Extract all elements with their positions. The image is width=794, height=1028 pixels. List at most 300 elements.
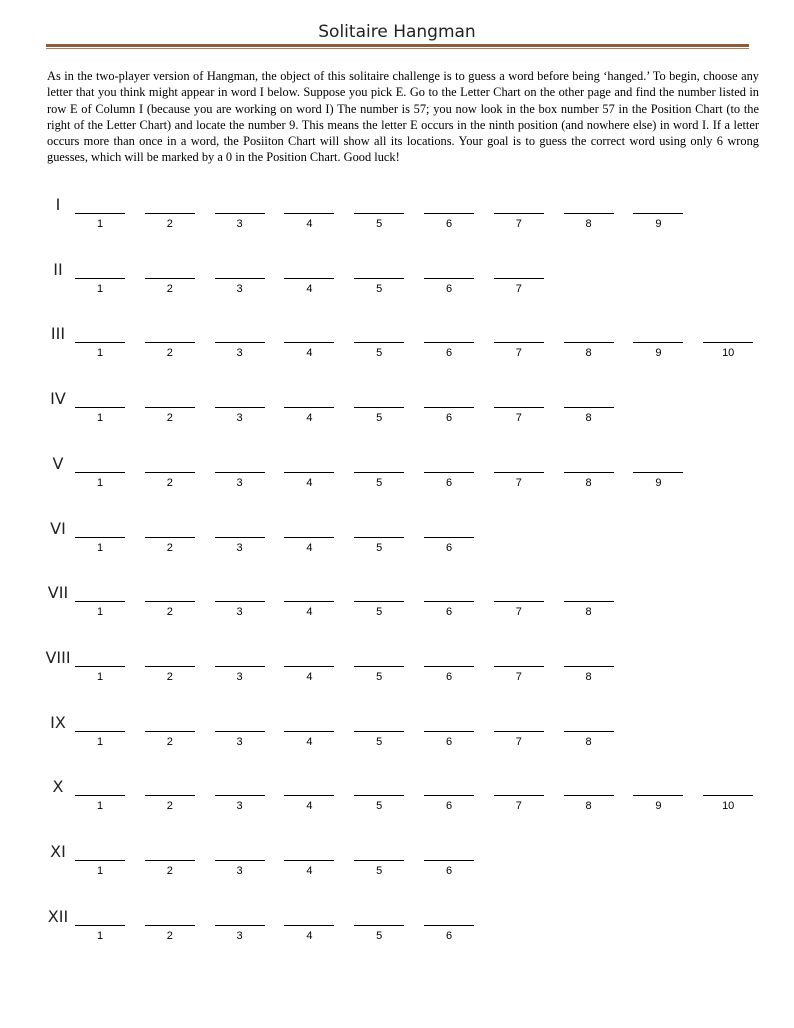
- letter-slot[interactable]: [145, 195, 195, 235]
- letter-slot[interactable]: [284, 519, 334, 559]
- letter-blank-line: [145, 213, 195, 214]
- letter-blank-line: [284, 342, 334, 343]
- letter-slot[interactable]: [424, 195, 474, 235]
- letter-slot[interactable]: [494, 260, 544, 300]
- letter-slot[interactable]: [424, 260, 474, 300]
- position-number: 4: [306, 541, 313, 554]
- word-label: IX: [50, 712, 66, 732]
- letter-slot[interactable]: [494, 454, 544, 494]
- position-number: 3: [236, 606, 243, 619]
- letter-slot[interactable]: [564, 389, 614, 429]
- letter-slot[interactable]: [215, 454, 265, 494]
- word-row: [0, 454, 794, 504]
- word-row: [0, 195, 794, 245]
- letter-blank-line: [494, 407, 544, 408]
- letter-slot[interactable]: [703, 324, 753, 364]
- letter-slot[interactable]: [284, 324, 334, 364]
- word-label: V: [52, 453, 64, 473]
- letter-slot[interactable]: [354, 583, 404, 623]
- position-number: 4: [306, 670, 313, 683]
- position-number: 3: [236, 929, 243, 942]
- letter-blank-line: [564, 795, 614, 796]
- position-number: 5: [376, 800, 383, 813]
- letter-slot[interactable]: [75, 842, 125, 882]
- letter-slot[interactable]: [354, 777, 404, 817]
- position-number: 7: [515, 476, 522, 489]
- letter-blank-line: [215, 795, 265, 796]
- letter-slot[interactable]: [145, 842, 195, 882]
- word-label: X: [52, 777, 64, 797]
- letter-blank-line: [354, 472, 404, 473]
- position-number: 3: [236, 412, 243, 425]
- letter-blank-line: [284, 666, 334, 667]
- position-number: 1: [96, 670, 104, 683]
- position-number: 8: [585, 412, 592, 425]
- position-number: 6: [445, 670, 453, 683]
- letter-blank-line: [145, 342, 195, 343]
- letter-blank-line: [494, 795, 544, 796]
- position-number: 6: [445, 865, 453, 877]
- position-number: 1: [96, 218, 104, 230]
- letter-blank-line: [145, 601, 195, 602]
- position-number: 7: [515, 282, 522, 295]
- position-number: 2: [166, 412, 173, 425]
- position-number: 2: [166, 606, 173, 619]
- word-row: [0, 519, 794, 569]
- word-label: II: [53, 259, 63, 279]
- letter-slot[interactable]: [564, 777, 614, 817]
- letter-blank-line: [354, 860, 404, 861]
- letter-blank-line: [354, 666, 404, 667]
- letter-blank-line: [75, 537, 125, 538]
- letter-blank-line: [564, 342, 614, 343]
- position-number: 8: [585, 735, 592, 748]
- letter-slot[interactable]: [424, 454, 474, 494]
- letter-blank-line: [633, 795, 683, 796]
- word-label: XI: [50, 842, 66, 861]
- position-number: 2: [166, 218, 173, 230]
- letter-slot[interactable]: [75, 648, 125, 688]
- position-number: 7: [515, 670, 522, 683]
- position-number: 8: [585, 800, 592, 813]
- letter-slot[interactable]: [145, 777, 195, 817]
- letter-slot[interactable]: [354, 519, 404, 559]
- letter-blank-line: [494, 666, 544, 667]
- position-number: 4: [306, 347, 313, 360]
- letter-blank-line: [215, 407, 265, 408]
- letter-blank-line: [284, 925, 334, 926]
- letter-slot[interactable]: [215, 389, 265, 429]
- position-number: 1: [96, 929, 104, 942]
- letter-blank-line: [75, 731, 125, 732]
- letter-blank-line: [284, 407, 334, 408]
- letter-blank-line: [354, 925, 404, 926]
- position-number: 1: [96, 412, 104, 425]
- word-label: VII: [47, 583, 69, 603]
- position-number: 1: [96, 476, 104, 489]
- letter-blank-line: [633, 342, 683, 343]
- position-number: 6: [445, 800, 453, 813]
- position-number: 6: [445, 347, 453, 360]
- letter-slot[interactable]: [564, 454, 614, 494]
- letter-blank-line: [215, 601, 265, 602]
- letter-slot[interactable]: [215, 583, 265, 623]
- position-number: 3: [236, 865, 243, 877]
- letter-slot[interactable]: [424, 842, 474, 882]
- position-number: 1: [96, 865, 104, 877]
- position-number: 5: [376, 476, 383, 489]
- letter-slot[interactable]: [633, 195, 683, 235]
- letter-blank-line: [284, 537, 334, 538]
- position-number: 3: [236, 541, 243, 554]
- letter-slot[interactable]: [215, 519, 265, 559]
- letter-slot[interactable]: [424, 777, 474, 817]
- letter-blank-line: [494, 601, 544, 602]
- position-number: 7: [515, 800, 522, 813]
- position-number: 7: [515, 347, 522, 360]
- letter-slot[interactable]: [633, 454, 683, 494]
- position-number: 6: [445, 218, 453, 230]
- word-row: [0, 389, 794, 439]
- letter-blank-line: [215, 278, 265, 279]
- position-number: 7: [515, 735, 522, 748]
- position-number: 4: [306, 800, 313, 813]
- letter-slot[interactable]: [354, 713, 404, 753]
- letter-blank-line: [424, 731, 474, 732]
- position-number: 2: [166, 476, 173, 489]
- letter-slot[interactable]: [145, 648, 195, 688]
- position-number: 9: [655, 218, 662, 230]
- letter-slot[interactable]: [703, 777, 753, 817]
- word-row: [0, 648, 794, 698]
- title-divider: [46, 44, 749, 50]
- letter-slot[interactable]: [75, 583, 125, 623]
- letter-blank-line: [284, 213, 334, 214]
- letter-slot[interactable]: [215, 195, 265, 235]
- letter-blank-line: [215, 731, 265, 732]
- letter-slot[interactable]: [354, 907, 404, 947]
- letter-slot[interactable]: [145, 324, 195, 364]
- position-number: 2: [166, 282, 173, 295]
- letter-slot[interactable]: [75, 260, 125, 300]
- letter-slot[interactable]: [424, 519, 474, 559]
- letter-blank-line: [145, 795, 195, 796]
- letter-slot[interactable]: [284, 907, 334, 947]
- letter-blank-line: [75, 472, 125, 473]
- position-number: 3: [236, 282, 243, 295]
- letter-slot[interactable]: [215, 713, 265, 753]
- letter-blank-line: [284, 731, 334, 732]
- letter-slot[interactable]: [354, 648, 404, 688]
- letter-blank-line: [75, 601, 125, 602]
- position-number: 4: [306, 929, 313, 942]
- letter-slot[interactable]: [284, 842, 334, 882]
- letter-slot[interactable]: [564, 713, 614, 753]
- letter-slot[interactable]: [633, 324, 683, 364]
- letter-blank-line: [424, 795, 474, 796]
- word-row: [0, 260, 794, 310]
- position-number: 5: [376, 218, 383, 230]
- word-row: [0, 842, 794, 892]
- position-number: 2: [166, 735, 173, 748]
- letter-blank-line: [215, 537, 265, 538]
- position-number: 4: [306, 218, 313, 230]
- letter-slot[interactable]: [494, 648, 544, 688]
- letter-blank-line: [354, 795, 404, 796]
- position-number: 1: [96, 735, 104, 748]
- letter-slot[interactable]: [75, 324, 125, 364]
- word-row: [0, 324, 794, 374]
- position-number: 1: [96, 282, 104, 295]
- letter-blank-line: [354, 342, 404, 343]
- word-label: XII: [47, 906, 69, 926]
- position-number: 8: [585, 218, 592, 230]
- letter-blank-line: [354, 407, 404, 408]
- position-number: 2: [166, 347, 173, 360]
- letter-blank-line: [354, 537, 404, 538]
- letter-slot[interactable]: [564, 583, 614, 623]
- letter-blank-line: [424, 472, 474, 473]
- letter-blank-line: [215, 925, 265, 926]
- letter-slot[interactable]: [354, 389, 404, 429]
- letter-slot[interactable]: [424, 648, 474, 688]
- position-number: 6: [445, 929, 453, 942]
- position-number: 7: [515, 412, 522, 425]
- letter-blank-line: [424, 213, 474, 214]
- letter-slot[interactable]: [494, 777, 544, 817]
- letter-blank-line: [703, 795, 753, 796]
- letter-slot[interactable]: [75, 454, 125, 494]
- letter-blank-line: [145, 278, 195, 279]
- position-number: 3: [236, 476, 243, 489]
- letter-blank-line: [564, 472, 614, 473]
- letter-slot[interactable]: [75, 195, 125, 235]
- letter-slot[interactable]: [145, 389, 195, 429]
- position-number: 6: [445, 282, 453, 295]
- letter-blank-line: [494, 213, 544, 214]
- position-number: 1: [96, 347, 104, 360]
- letter-slot[interactable]: [215, 648, 265, 688]
- letter-slot[interactable]: [75, 389, 125, 429]
- position-number: 5: [376, 865, 383, 877]
- letter-blank-line: [75, 666, 125, 667]
- letter-slot[interactable]: [284, 260, 334, 300]
- letter-blank-line: [284, 795, 334, 796]
- position-number: 2: [166, 929, 173, 942]
- position-number: 2: [166, 670, 173, 683]
- word-row: [0, 907, 794, 957]
- position-number: 4: [306, 735, 313, 748]
- word-label: VIII: [45, 647, 71, 667]
- letter-blank-line: [215, 213, 265, 214]
- position-number: 2: [166, 800, 173, 813]
- position-number: 7: [515, 606, 522, 619]
- letter-blank-line: [494, 278, 544, 279]
- letter-slot[interactable]: [145, 907, 195, 947]
- letter-blank-line: [424, 537, 474, 538]
- letter-blank-line: [215, 342, 265, 343]
- letter-blank-line: [424, 407, 474, 408]
- letter-blank-line: [75, 213, 125, 214]
- position-number: 5: [376, 541, 383, 554]
- letter-blank-line: [424, 601, 474, 602]
- position-number: 1: [96, 541, 104, 554]
- position-number: 5: [376, 412, 383, 425]
- letter-slot[interactable]: [75, 777, 125, 817]
- letter-slot[interactable]: [215, 842, 265, 882]
- letter-blank-line: [284, 472, 334, 473]
- letter-slot[interactable]: [75, 519, 125, 559]
- letter-slot[interactable]: [424, 389, 474, 429]
- letter-slot[interactable]: [494, 324, 544, 364]
- letter-slot[interactable]: [145, 260, 195, 300]
- letter-slot[interactable]: [494, 583, 544, 623]
- letter-blank-line: [75, 407, 125, 408]
- position-number: 5: [376, 282, 383, 295]
- position-number: 4: [306, 606, 313, 619]
- position-number: 4: [306, 476, 313, 489]
- position-number: 3: [236, 670, 243, 683]
- letter-slot[interactable]: [75, 713, 125, 753]
- position-number: 8: [585, 347, 592, 360]
- letter-slot[interactable]: [494, 389, 544, 429]
- letter-slot[interactable]: [424, 713, 474, 753]
- letter-blank-line: [354, 601, 404, 602]
- position-number: 2: [166, 865, 173, 877]
- position-number: 3: [236, 218, 243, 230]
- letter-blank-line: [494, 731, 544, 732]
- letter-slot[interactable]: [215, 777, 265, 817]
- letter-slot[interactable]: [284, 454, 334, 494]
- letter-slot[interactable]: [354, 260, 404, 300]
- letter-blank-line: [145, 472, 195, 473]
- letter-blank-line: [284, 860, 334, 861]
- letter-blank-line: [145, 407, 195, 408]
- letter-slot[interactable]: [494, 195, 544, 235]
- position-number: 6: [445, 476, 453, 489]
- position-number: 1: [96, 800, 104, 813]
- position-number: 6: [445, 606, 453, 619]
- position-number: 9: [655, 476, 662, 489]
- letter-slot[interactable]: [284, 713, 334, 753]
- letter-blank-line: [564, 601, 614, 602]
- position-number: 10: [722, 347, 735, 360]
- position-number: 8: [585, 476, 592, 489]
- position-number: 9: [655, 800, 662, 813]
- letter-blank-line: [75, 278, 125, 279]
- letter-blank-line: [633, 472, 683, 473]
- letter-slot[interactable]: [284, 777, 334, 817]
- position-number: 9: [655, 347, 662, 360]
- letter-blank-line: [145, 860, 195, 861]
- position-number: 5: [376, 606, 383, 619]
- letter-slot[interactable]: [215, 260, 265, 300]
- letter-slot[interactable]: [75, 907, 125, 947]
- letter-slot[interactable]: [284, 389, 334, 429]
- letter-slot[interactable]: [215, 324, 265, 364]
- word-label: VI: [50, 518, 66, 538]
- letter-blank-line: [75, 925, 125, 926]
- letter-slot[interactable]: [564, 324, 614, 364]
- position-number: 1: [96, 606, 104, 619]
- position-number: 6: [445, 735, 453, 748]
- letter-slot[interactable]: [424, 583, 474, 623]
- letter-blank-line: [703, 342, 753, 343]
- letter-blank-line: [424, 860, 474, 861]
- letter-slot[interactable]: [145, 519, 195, 559]
- letter-blank-line: [424, 278, 474, 279]
- letter-blank-line: [75, 795, 125, 796]
- letter-blank-line: [494, 342, 544, 343]
- position-number: 3: [236, 347, 243, 360]
- letter-slot[interactable]: [354, 324, 404, 364]
- page-title: Solitaire Hangman: [318, 22, 476, 42]
- letter-slot[interactable]: [284, 583, 334, 623]
- word-label: I: [55, 195, 61, 214]
- letter-blank-line: [354, 213, 404, 214]
- position-number: 8: [585, 606, 592, 619]
- letter-blank-line: [354, 278, 404, 279]
- letter-slot[interactable]: [145, 454, 195, 494]
- letter-blank-line: [284, 601, 334, 602]
- position-number: 5: [376, 347, 383, 360]
- letter-blank-line: [494, 472, 544, 473]
- word-row: [0, 777, 794, 827]
- letter-blank-line: [75, 860, 125, 861]
- letter-slot[interactable]: [424, 324, 474, 364]
- position-number: 4: [306, 412, 313, 425]
- letter-blank-line: [424, 666, 474, 667]
- position-number: 10: [722, 800, 735, 813]
- letter-slot[interactable]: [284, 648, 334, 688]
- letter-blank-line: [284, 278, 334, 279]
- letter-slot[interactable]: [424, 907, 474, 947]
- letter-blank-line: [215, 472, 265, 473]
- letter-slot[interactable]: [633, 777, 683, 817]
- letter-blank-line: [564, 731, 614, 732]
- position-number: 5: [376, 735, 383, 748]
- word-label: III: [50, 324, 66, 344]
- letter-slot[interactable]: [354, 195, 404, 235]
- letter-slot[interactable]: [564, 648, 614, 688]
- letter-blank-line: [215, 666, 265, 667]
- letter-slot[interactable]: [564, 195, 614, 235]
- letter-slot[interactable]: [145, 583, 195, 623]
- letter-slot[interactable]: [284, 195, 334, 235]
- letter-slot[interactable]: [354, 842, 404, 882]
- word-row: [0, 713, 794, 763]
- word-row: [0, 583, 794, 633]
- position-number: 2: [166, 541, 173, 554]
- letter-blank-line: [354, 731, 404, 732]
- position-number: 4: [306, 865, 313, 877]
- position-number: 7: [515, 218, 522, 230]
- letter-slot[interactable]: [494, 713, 544, 753]
- letter-slot[interactable]: [354, 454, 404, 494]
- position-number: 6: [445, 541, 453, 554]
- position-number: 5: [376, 670, 383, 683]
- letter-blank-line: [75, 342, 125, 343]
- letter-blank-line: [633, 213, 683, 214]
- position-number: 3: [236, 735, 243, 748]
- letter-slot[interactable]: [145, 713, 195, 753]
- instructions-paragraph: As in the two-player version of Hangman, the object of this solitaire challenge is to guess a word before being ‘hanged.’ To begin, choose any letter that you think might appear in word I below. Suppose you pick E. Go to the Letter Chart on the other page and find the number listed in row E of Column I (because you are working on word I) The number is 57; you now look in the box number 57 in the Position Chart (to the right of the Letter Chart) and locate the number 9. This means the letter E occurs in the ninth position (and nowhere else) in word I. If a letter occurs more than once in a word, the Posiiton Chart will show all its locations. Your goal is to guess the correct word using only 6 wrong guesses, which will be marked by a 0 in the Position Chart. Good luck!: [47, 69, 759, 165]
- letter-blank-line: [215, 860, 265, 861]
- position-number: 8: [585, 670, 592, 683]
- letter-blank-line: [564, 213, 614, 214]
- letter-blank-line: [424, 342, 474, 343]
- letter-slot[interactable]: [215, 907, 265, 947]
